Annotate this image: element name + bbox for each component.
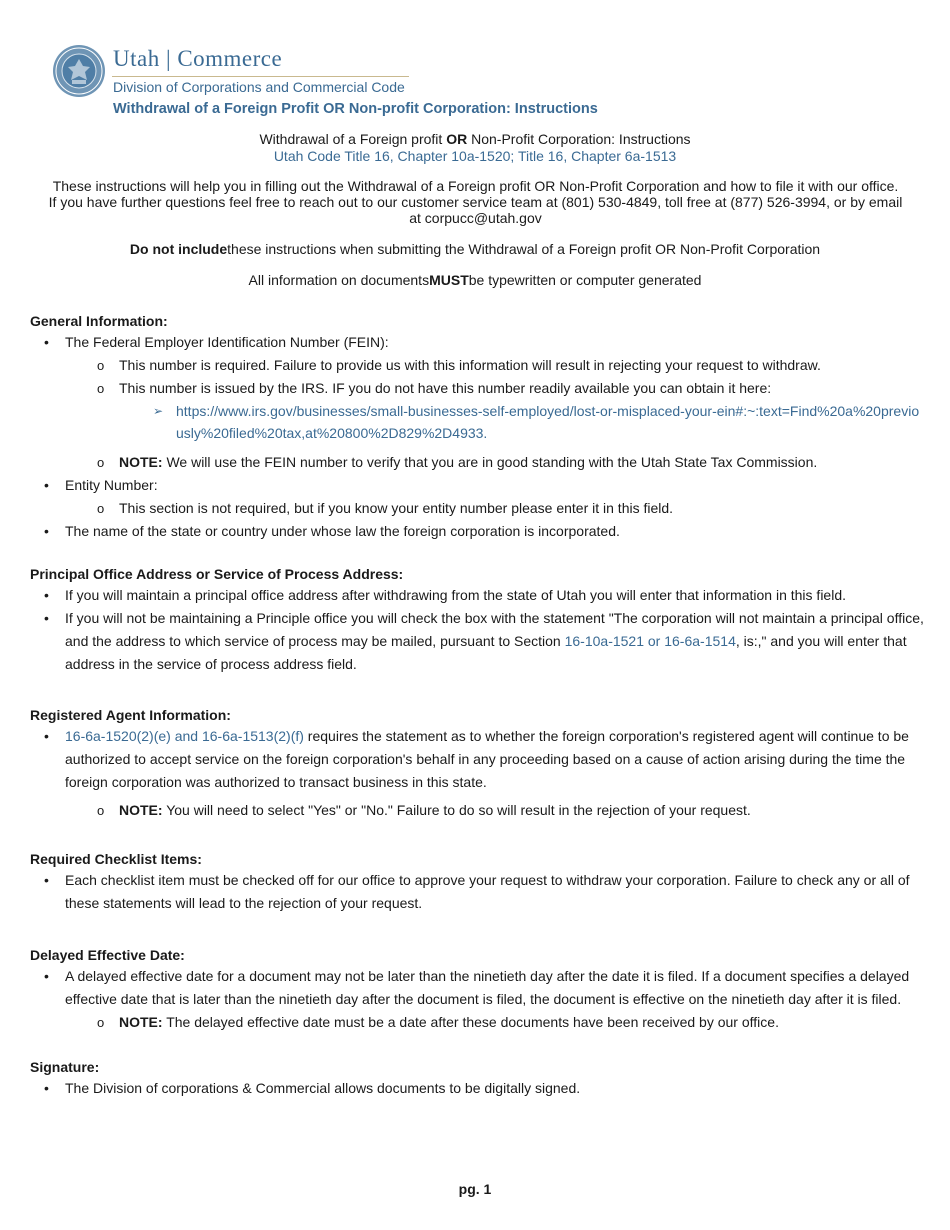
intro-title: Withdrawal of a Foreign profit OR Non-Profit Corporation: Instructions: [259, 131, 691, 147]
intro-paragraph: These instructions will help you in filling out the Withdrawal of a Foreign profit OR Non-Profit Corporation and how to file it with our office. If you have further questions feel free to reach out to our customer service team at (801) 530-4849, toll free at (877) 526-3994, or by email at corpucc@utah.gov: [48, 178, 903, 226]
agent-heading: Registered Agent Information:: [30, 707, 231, 723]
principal-list: [30, 584, 925, 676]
irs-ein-link[interactable]: https://www.irs.gov/businesses/small-businesses-self-employed/lost-or-misplaced-your-ein#:~:text=Find%20a%20previously%20filed%20tax,at%20800%2D829%2D4933.: [176, 403, 920, 441]
brand-divider: [112, 76, 409, 77]
delayed-list: [30, 965, 925, 1034]
list-item: • If you will maintain a principal office address after withdrawing from the state of Utah you will enter that information in this field.: [44, 587, 847, 603]
utah-state-seal-icon: [52, 44, 106, 98]
statute-link[interactable]: 16-10a-1521 or 16-6a-1514: [564, 633, 736, 649]
general-heading: General Information:: [30, 313, 168, 329]
brand-name: Utah | Commerce: [113, 46, 283, 71]
list-item: o NOTE: You will need to select "Yes" or "No." Failure to do so will result in the rejection of your request.: [97, 802, 751, 818]
list-item: o NOTE: The delayed effective date must be a date after these documents have been received by our office.: [97, 1014, 779, 1030]
checklist-heading: Required Checklist Items:: [30, 851, 202, 867]
list-item: o This number is issued by the IRS. IF you do not have this number readily available you can obtain it here:: [97, 380, 772, 396]
list-item: • If you will not be maintaining a Principle office you will check the box with the statement "The corporation will not maintain a principal office, and the address to which service of process may be mailed, pursuant to Section 16-10a-1521 or 16-6a-1514, is:," and you will enter that address in the service of process address field.: [44, 610, 924, 672]
list-item: ➢ https://www.irs.gov/businesses/small-businesses-self-employed/lost-or-misplaced-your-ein#:~:text=Find%20a%20previously%20filed%20tax,at%20800%2D829%2D4933.: [153, 403, 920, 441]
list-item: • The Division of corporations & Commercial allows documents to be digitally signed.: [44, 1080, 581, 1096]
list-item: • Each checklist item must be checked off for our office to approve your request to withdraw your corporation. Failure to check any or all of these statements will lead to the rejection of your request.: [44, 872, 910, 911]
list-item: o This section is not required, but if you know your entity number please enter it in this field.: [97, 500, 674, 516]
checklist-list: [30, 869, 925, 915]
principal-heading: Principal Office Address or Service of Process Address:: [30, 566, 404, 582]
division-name: Division of Corporations and Commercial Code: [113, 79, 405, 95]
signature-heading: Signature:: [30, 1059, 100, 1075]
code-reference: Utah Code Title 16, Chapter 10a-1520; Title 16, Chapter 6a-1513: [273, 148, 677, 164]
list-item: • The Federal Employer Identification Number (FEIN):: [44, 334, 389, 350]
general-list: [30, 331, 925, 543]
list-item: • 16-6a-1520(2)(e) and 16-6a-1513(2)(f) requires the statement as to whether the foreign corporation's registered agent will continue to be authorized to accept service on the foreign corporation's behalf in any proceeding based on a cause of action arising during the time the foreign corporation was authorized to transact business in this state.: [44, 728, 909, 790]
list-item: o NOTE: We will use the FEIN number to verify that you are in good standing with the Utah State Tax Commission.: [97, 454, 818, 470]
letterhead: [52, 44, 598, 124]
statute-link[interactable]: 16-6a-1520(2)(e) and 16-6a-1513(2)(f): [65, 728, 304, 744]
agent-list: [30, 725, 925, 822]
list-item: • A delayed effective date for a document may not be later than the ninetieth day after the date it is filed. If a document specifies a delayed effective date that is later than the ninetieth day after the document is filed, the document is effective on the ninetieth day after it is filed.: [44, 968, 910, 1007]
page-number: pg. 1: [458, 1181, 492, 1197]
typewritten-note: All information on documentsMUSTbe typewritten or computer generated: [248, 272, 702, 288]
list-item: o This number is required. Failure to provide us with this information will result in rejecting your request to withdraw.: [97, 357, 821, 373]
list-item: • Entity Number:: [44, 477, 158, 493]
delayed-heading: Delayed Effective Date:: [30, 947, 185, 963]
document-title: Withdrawal of a Foreign Profit OR Non-profit Corporation: Instructions: [113, 101, 598, 117]
do-not-include-note: Do not includethese instructions when submitting the Withdrawal of a Foreign profit OR Non-Profit Corporation: [129, 241, 821, 257]
signature-list: [30, 1077, 925, 1100]
instructions-body: [30, 311, 925, 1100]
list-item: • The name of the state or country under whose law the foreign corporation is incorporated.: [44, 523, 620, 539]
